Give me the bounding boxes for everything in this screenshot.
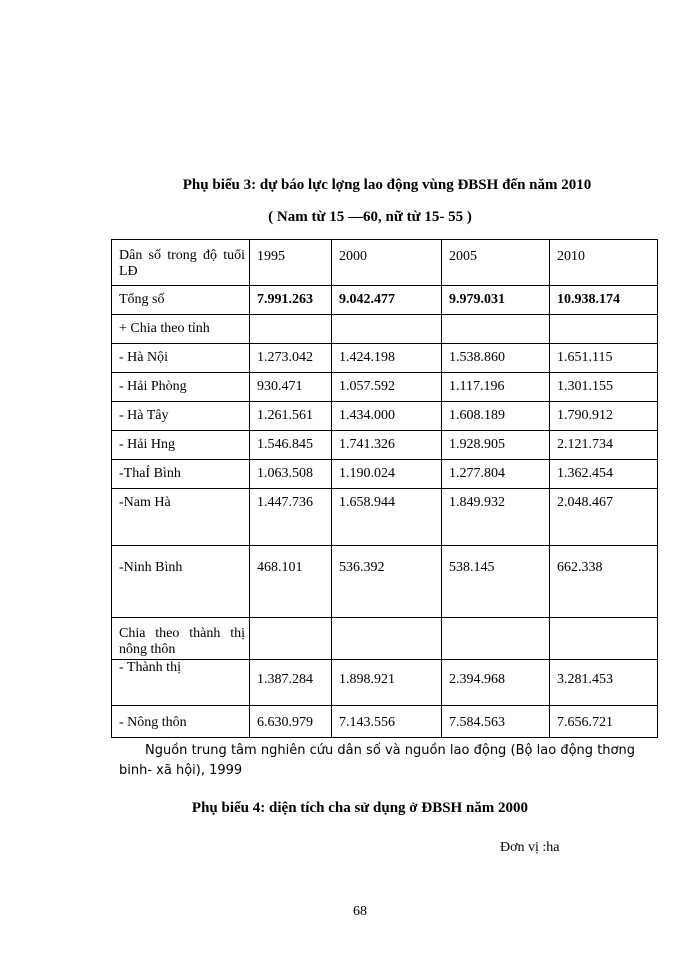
value-cell: 1.608.189	[442, 402, 550, 431]
value-cell: 1.658.944	[332, 489, 442, 546]
value-cell: 3.281.453	[550, 660, 658, 706]
table-row	[112, 373, 658, 402]
empty-cell	[442, 315, 550, 344]
value-cell: 468.101	[250, 546, 332, 618]
row-label: - Thành thị	[112, 660, 250, 706]
value-cell: 536.392	[332, 546, 442, 618]
value-cell: 1.117.196	[442, 373, 550, 402]
row-label: -Nam Hà	[112, 489, 250, 546]
value-cell: 1.538.860	[442, 344, 550, 373]
value-cell: 1.790.912	[550, 402, 658, 431]
year-header: 1995	[250, 240, 332, 286]
table-title: Phụ biểu 3: dự báo lực lợng lao động vùng ĐBSH đến năm 2010	[182, 177, 592, 193]
source-note: Nguồn trung tâm nghiên cứu dân số và nguồn lao động (Bộ lao động thơng binh- xã hội), 1999	[119, 743, 635, 778]
empty-cell	[250, 618, 332, 660]
empty-cell	[332, 618, 442, 660]
row-label: Tổng số	[112, 286, 250, 315]
row-label: -ThaÍ Bình	[112, 460, 250, 489]
empty-cell	[332, 315, 442, 344]
value-cell: 1.849.932	[442, 489, 550, 546]
value-cell: 7.991.263	[250, 286, 332, 315]
value-cell: 6.630.979	[250, 706, 332, 738]
value-cell: 9.979.031	[442, 286, 550, 315]
table-row	[112, 402, 658, 431]
value-cell: 2.121.734	[550, 431, 658, 460]
row-label: - Nông thôn	[112, 706, 250, 738]
table-row	[112, 344, 658, 373]
table-subtitle: ( Nam từ 15 —60, nữ từ 15- 55 )	[268, 209, 472, 225]
value-cell: 7.584.563	[442, 706, 550, 738]
header-label-cell: Dân số trong độ tuổi LĐ	[112, 240, 250, 286]
empty-cell	[550, 315, 658, 344]
value-cell: 1.190.024	[332, 460, 442, 489]
header-row	[112, 240, 658, 286]
total-row	[112, 286, 658, 315]
section-row	[112, 618, 658, 660]
table-row	[112, 489, 658, 546]
row-label: -Ninh Bình	[112, 546, 250, 618]
row-label: - Hải Phòng	[112, 373, 250, 402]
value-cell: 1.928.905	[442, 431, 550, 460]
value-cell: 1.301.155	[550, 373, 658, 402]
value-cell: 1.362.454	[550, 460, 658, 489]
value-cell: 2.394.968	[442, 660, 550, 706]
empty-cell	[442, 618, 550, 660]
value-cell: 1.063.508	[250, 460, 332, 489]
value-cell: 1.741.326	[332, 431, 442, 460]
table-row	[112, 706, 658, 738]
row-label: - Hải Hng	[112, 431, 250, 460]
section-label: + Chia theo tỉnh	[112, 315, 250, 344]
value-cell: 1.387.284	[250, 660, 332, 706]
table-row	[112, 660, 658, 706]
value-cell: 930.471	[250, 373, 332, 402]
empty-cell	[250, 315, 332, 344]
value-cell: 662.338	[550, 546, 658, 618]
value-cell: 9.042.477	[332, 286, 442, 315]
value-cell: 7.656.721	[550, 706, 658, 738]
year-header: 2010	[550, 240, 658, 286]
section-row	[112, 315, 658, 344]
value-cell: 1.277.804	[442, 460, 550, 489]
value-cell: 1.898.921	[332, 660, 442, 706]
empty-cell	[550, 618, 658, 660]
year-header: 2000	[332, 240, 442, 286]
value-cell: 1.434.000	[332, 402, 442, 431]
value-cell: 1.273.042	[250, 344, 332, 373]
page-number: 68	[353, 904, 367, 919]
table-row	[112, 431, 658, 460]
value-cell: 1.651.115	[550, 344, 658, 373]
table-row	[112, 460, 658, 489]
value-cell: 1.057.592	[332, 373, 442, 402]
value-cell: 1.424.198	[332, 344, 442, 373]
value-cell: 7.143.556	[332, 706, 442, 738]
labor-forecast-table	[111, 239, 658, 738]
section-label: Chia theo thành thị nông thôn	[112, 618, 250, 660]
value-cell: 1.546.845	[250, 431, 332, 460]
value-cell: 1.447.736	[250, 489, 332, 546]
value-cell: 538.145	[442, 546, 550, 618]
row-label: - Hà Tây	[112, 402, 250, 431]
value-cell: 1.261.561	[250, 402, 332, 431]
table-row	[112, 546, 658, 618]
next-table-title: Phụ biểu 4: diện tích cha sử dụng ở ĐBSH năm 2000	[191, 800, 529, 816]
value-cell: 10.938.174	[550, 286, 658, 315]
year-header: 2005	[442, 240, 550, 286]
value-cell: 2.048.467	[550, 489, 658, 546]
unit-label: Đơn vị :ha	[500, 840, 560, 855]
row-label: - Hà Nội	[112, 344, 250, 373]
